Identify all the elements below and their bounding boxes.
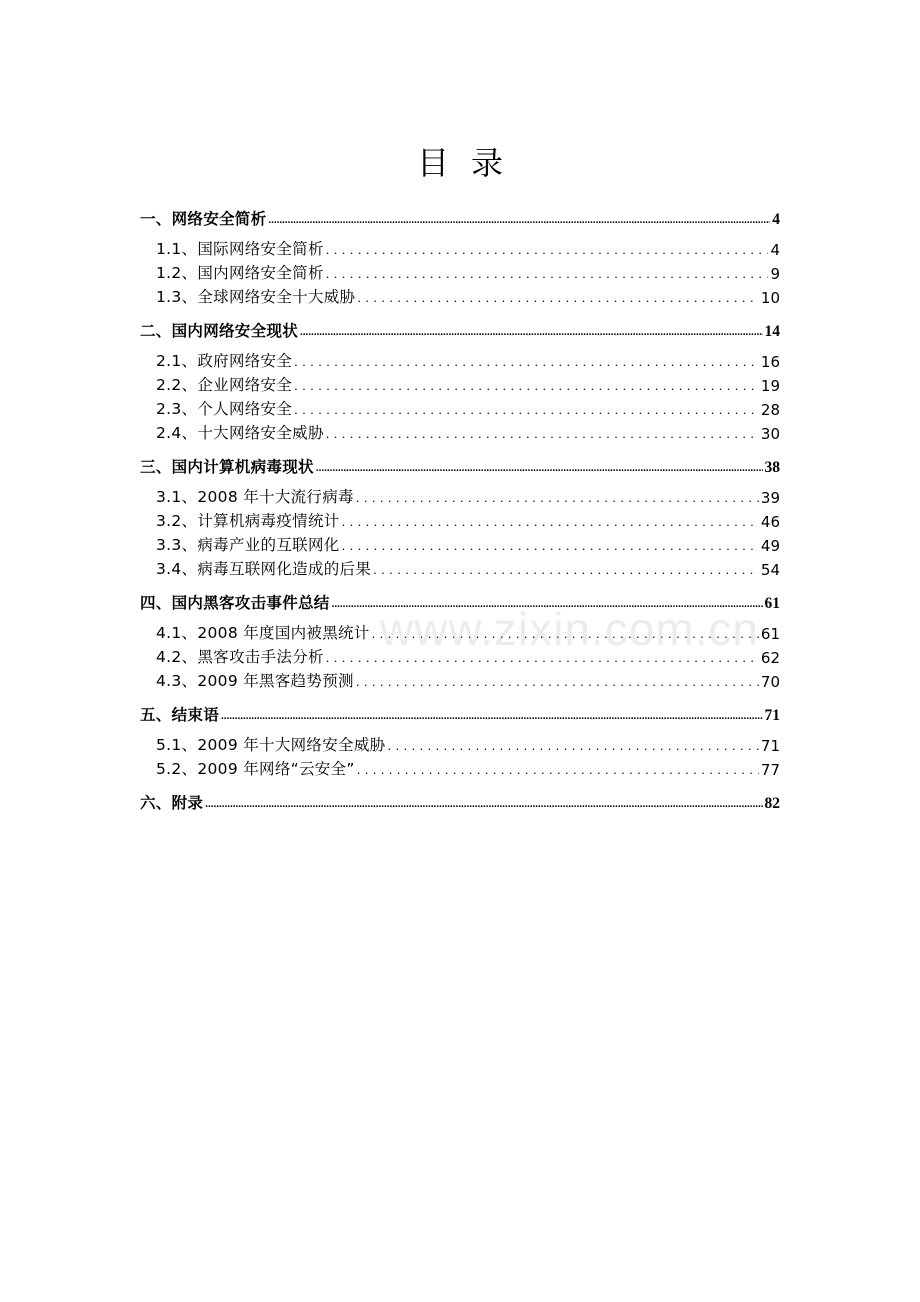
toc-chapter-page-number: 61	[764, 595, 780, 612]
dot-leader	[332, 599, 763, 610]
toc-section-label: 5.2、2009 年网络“云安全”	[156, 760, 355, 778]
toc-section-label: 3.2、计算机病毒疫情统计	[156, 512, 340, 530]
toc-chapter-label: 三、国内计算机病毒现状	[140, 458, 314, 476]
dot-leader	[387, 739, 758, 752]
toc-section-label: 3.4、病毒互联网化造成的后果	[156, 560, 372, 578]
toc-section-page-number: 61	[760, 625, 780, 643]
toc-chapter-label: 一、网络安全简析	[140, 210, 267, 228]
toc-section-entry[interactable]	[140, 555, 780, 579]
toc-section-label: 1.3、全球网络安全十大威胁	[156, 288, 356, 306]
toc-section-entry[interactable]	[140, 643, 780, 667]
toc-section-label: 3.3、病毒产业的互联网化	[156, 536, 340, 554]
dot-leader	[356, 675, 759, 688]
toc-section-page-number: 19	[760, 377, 780, 395]
toc-section-entry[interactable]	[140, 395, 780, 419]
dot-leader	[300, 327, 762, 338]
toc-section-entry[interactable]	[140, 619, 780, 643]
toc-chapter-entry[interactable]	[140, 589, 780, 613]
watermark: www.zixin.com.cn	[380, 603, 759, 655]
toc-chapter-page-number: 38	[764, 459, 780, 476]
toc-chapter-entry[interactable]	[140, 789, 780, 813]
toc-section-entry[interactable]	[140, 371, 780, 395]
toc-section-entry[interactable]	[140, 235, 780, 259]
dot-leader	[356, 491, 759, 504]
toc-section-page-number: 70	[760, 673, 780, 691]
dot-leader	[294, 355, 759, 368]
dot-leader	[268, 215, 770, 226]
toc-chapter-entry[interactable]	[140, 701, 780, 725]
toc-section-page-number: 30	[760, 425, 780, 443]
toc-section-page-number: 54	[760, 561, 780, 579]
toc-section-page-number: 4	[770, 241, 780, 259]
toc-section-label: 2.1、政府网络安全	[156, 352, 293, 370]
dot-leader	[316, 463, 763, 474]
toc-section-label: 4.1、2008 年度国内被黑统计	[156, 624, 370, 642]
dot-leader	[357, 291, 759, 304]
toc-section-label: 1.2、国内网络安全简析	[156, 264, 324, 282]
dot-leader	[294, 379, 759, 392]
toc-chapter-label: 二、国内网络安全现状	[140, 322, 299, 340]
toc-section-page-number: 28	[760, 401, 780, 419]
toc-section-page-number: 46	[760, 513, 780, 531]
toc-chapter-page-number: 82	[764, 795, 780, 812]
toc-chapter-page-number: 4	[772, 211, 780, 228]
toc-section-entry[interactable]	[140, 507, 780, 531]
toc-section-entry[interactable]	[140, 755, 780, 779]
toc-section-entry[interactable]	[140, 667, 780, 691]
toc-section-entry[interactable]	[140, 419, 780, 443]
toc-chapter-label: 四、国内黑客攻击事件总结	[140, 594, 330, 612]
table-of-contents	[140, 205, 780, 819]
dot-leader	[326, 651, 759, 664]
dot-leader	[372, 627, 759, 640]
toc-section-entry[interactable]	[140, 283, 780, 307]
toc-section-label: 2.3、个人网络安全	[156, 400, 293, 418]
toc-section-page-number: 39	[760, 489, 780, 507]
dot-leader	[326, 243, 769, 256]
toc-section-entry[interactable]	[140, 259, 780, 283]
dot-leader	[326, 427, 759, 440]
dot-leader	[342, 539, 759, 552]
toc-section-entry[interactable]	[140, 731, 780, 755]
toc-section-label: 2.2、企业网络安全	[156, 376, 293, 394]
dot-leader	[342, 515, 759, 528]
toc-chapter-label: 五、结束语	[140, 706, 220, 724]
toc-section-page-number: 16	[760, 353, 780, 371]
dot-leader	[373, 563, 759, 576]
toc-chapter-entry[interactable]	[140, 317, 780, 341]
toc-section-label: 1.1、国际网络安全简析	[156, 240, 324, 258]
toc-section-label: 5.1、2009 年十大网络安全威胁	[156, 736, 386, 754]
toc-section-page-number: 71	[760, 737, 780, 755]
toc-section-page-number: 49	[760, 537, 780, 555]
toc-section-page-number: 9	[770, 265, 780, 283]
toc-section-page-number: 77	[760, 761, 780, 779]
toc-section-entry[interactable]	[140, 531, 780, 555]
toc-chapter-page-number: 71	[764, 707, 780, 724]
toc-section-page-number: 62	[760, 649, 780, 667]
dot-leader	[326, 267, 769, 280]
dot-leader	[294, 403, 759, 416]
toc-section-entry[interactable]	[140, 347, 780, 371]
toc-chapter-entry[interactable]	[140, 205, 780, 229]
toc-chapter-entry[interactable]	[140, 453, 780, 477]
dot-leader	[357, 763, 759, 776]
toc-chapter-page-number: 14	[764, 323, 780, 340]
toc-section-label: 4.3、2009 年黑客趋势预测	[156, 672, 354, 690]
toc-section-label: 3.1、2008 年十大流行病毒	[156, 488, 354, 506]
dot-leader	[221, 711, 762, 722]
toc-section-label: 2.4、十大网络安全威胁	[156, 424, 324, 442]
toc-section-page-number: 10	[760, 289, 780, 307]
toc-section-label: 4.2、黑客攻击手法分析	[156, 648, 324, 666]
dot-leader	[205, 799, 762, 810]
toc-section-entry[interactable]	[140, 483, 780, 507]
page-title: 目录	[416, 144, 525, 182]
toc-chapter-label: 六、附录	[140, 794, 204, 812]
